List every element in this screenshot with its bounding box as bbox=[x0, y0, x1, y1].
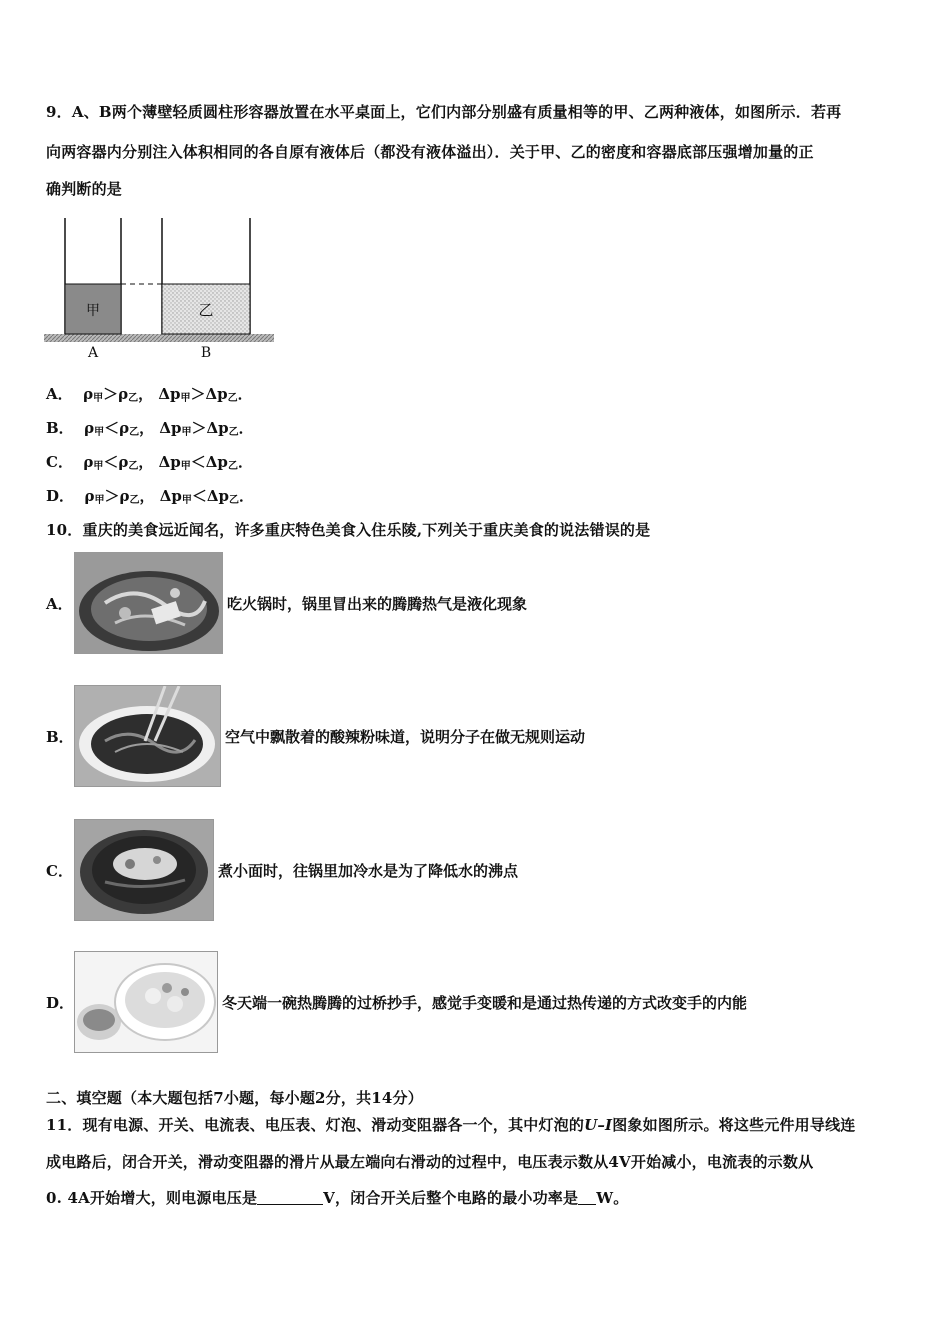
ui-graph-symbol: U–I bbox=[584, 1116, 613, 1134]
answer-blank-voltage[interactable] bbox=[257, 1190, 323, 1205]
liquid-b-label: 乙 bbox=[198, 301, 214, 319]
q9-option-b[interactable]: B． $\rho_甲<\rho_乙$， $\Delta p_甲>\Delta p_乙$． bbox=[46, 419, 254, 438]
q10-option-a[interactable] bbox=[46, 551, 527, 655]
q11-stem-line-1: 11．现有电源、开关、电流表、电压表、灯泡、滑动变阻器各一个，其中灯泡的U–I图象如图所示。将这些元件用导线连 bbox=[46, 1116, 856, 1134]
section-2-heading: 二、填空题（本大题包括7小题，每小题2分，共14分） bbox=[46, 1089, 423, 1107]
q9-option-a[interactable]: A． $\rho_甲>\rho_乙$， $\Delta p_甲>\Delta p_乙$． bbox=[46, 385, 253, 404]
q11-stem-line-3: 0. 4A开始增大，则电源电压是 V，闭合开关后整个电路的最小功率是 W。 bbox=[46, 1189, 629, 1207]
q10-option-b-key: B． bbox=[46, 727, 74, 746]
container-a-label: A bbox=[87, 345, 99, 360]
q10-option-a-text: 吃火锅时，锅里冒出来的腾腾热气是液化现象 bbox=[227, 594, 528, 613]
q10-option-b[interactable] bbox=[46, 684, 585, 788]
q9-containers-figure bbox=[44, 216, 276, 360]
small-noodle-photo bbox=[74, 819, 214, 921]
liquid-a-label: 甲 bbox=[86, 303, 100, 319]
q10-option-b-text: 空气中飘散着的酸辣粉味道，说明分子在做无规则运动 bbox=[225, 727, 586, 746]
q9-stem-line-1: 9．A、B两个薄壁轻质圆柱形容器放置在水平桌面上，它们内部分别盛有质量相等的甲、乙两种液体，如图所示．若再 bbox=[46, 103, 842, 121]
table-surface bbox=[44, 334, 274, 342]
q10-option-d-key: D． bbox=[46, 993, 75, 1012]
q10-option-a-key: A． bbox=[46, 594, 73, 613]
q10-option-c-text: 煮小面时，往锅里加冷水是为了降低水的沸点 bbox=[218, 861, 519, 880]
q10-option-d[interactable] bbox=[46, 950, 747, 1054]
noodle-bowl-photo bbox=[74, 685, 221, 787]
hotpot-photo bbox=[74, 552, 223, 654]
q10-option-c-key: C． bbox=[46, 861, 73, 880]
q10-option-d-text: 冬天端一碗热腾腾的过桥抄手，感觉手变暖和是通过热传递的方式改变手的内能 bbox=[222, 993, 748, 1012]
container-b-label: B bbox=[200, 345, 212, 360]
q11-stem-line-2: 成电路后，闭合开关，滑动变阻器的滑片从最左端向右滑动的过程中，电压表示数从4V开始减小，电流表的示数从 bbox=[46, 1153, 814, 1171]
q9-option-d[interactable]: D． $\rho_甲>\rho_乙$， $\Delta p_甲<\Delta p_乙$． bbox=[46, 487, 255, 506]
q9-stem-line-3: 确判断的是 bbox=[46, 180, 123, 198]
q10-stem: 10．重庆的美食远近闻名，许多重庆特色美食入住乐陵,下列关于重庆美食的说法错误的是 bbox=[46, 521, 651, 539]
q9-option-c[interactable]: C． $\rho_甲<\rho_乙$， $\Delta p_甲<\Delta p_乙$． bbox=[46, 453, 253, 472]
wonton-photo bbox=[74, 951, 218, 1053]
q10-option-c[interactable] bbox=[46, 818, 518, 922]
q9-stem-line-2: 向两容器内分别注入体积相同的各自原有液体后（都没有液体溢出）．关于甲、乙的密度和容器底部压强增加量的正 bbox=[46, 143, 814, 161]
answer-blank-power[interactable] bbox=[578, 1190, 596, 1205]
